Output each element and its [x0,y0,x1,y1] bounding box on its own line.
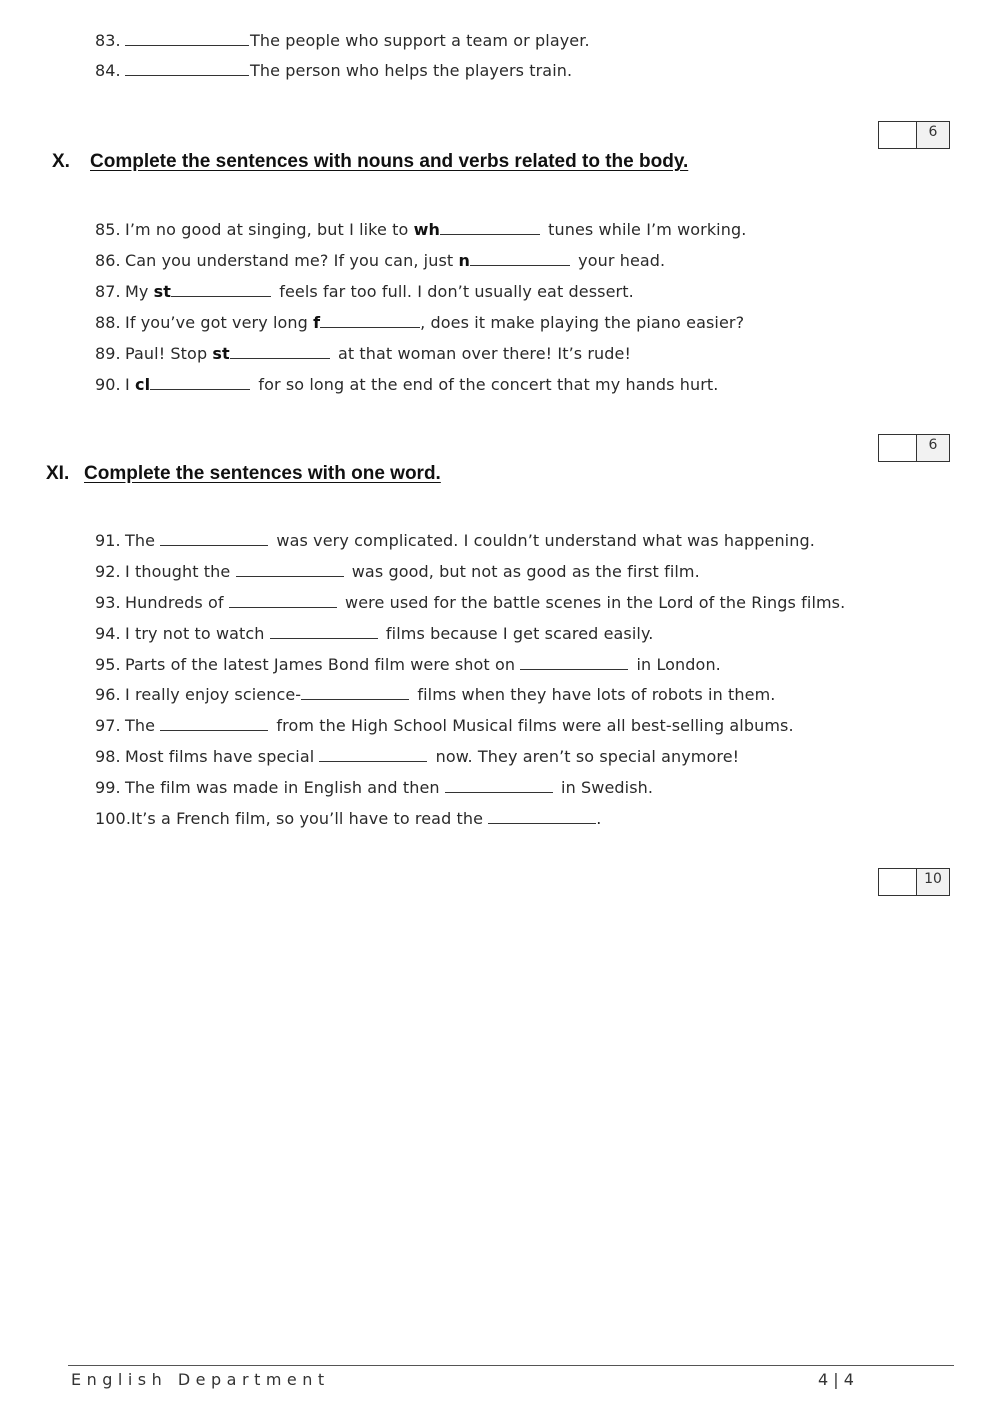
question-text-end: films because I get scared easily. [380,624,654,643]
footer-divider [68,1365,954,1366]
section-heading-xi [46,463,441,485]
question-text-end: now. They aren’t so special anymore! [430,747,740,766]
question-text-end: films when they have lots of robots in them. [412,685,776,704]
question-text-end: in Swedish. [555,778,654,797]
score-box [878,868,950,896]
max-score: 6 [917,122,949,148]
question-86 [95,251,665,271]
question-text-start: I’m no good at singing, but I like to [125,220,414,239]
answer-blank[interactable] [270,624,378,639]
score-input-cell[interactable] [879,869,917,895]
section-heading-x [52,151,688,173]
question-number: 92. [95,562,121,581]
word-hint: wh [413,220,440,239]
question-text-end: , does it make playing the piano easier? [420,313,745,332]
question-92 [95,562,700,582]
question-text-start: I try not to watch [125,624,270,643]
question-text-start: The [125,716,161,735]
question-text-start: Can you understand me? If you can, just [125,251,459,270]
question-number: 98. [95,747,121,766]
answer-blank[interactable] [229,593,337,608]
question-text-start: Hundreds of [125,593,229,612]
answer-blank[interactable] [320,313,420,328]
word-hint: st [212,344,230,363]
question-95 [95,655,721,675]
question-text-end: for so long at the end of the concert that my hands hurt. [253,375,719,394]
question-number: 96. [95,685,121,704]
question-text-end: your head. [572,251,666,270]
question-83 [95,31,590,51]
question-number: 88. [95,313,121,332]
answer-blank[interactable] [150,375,250,390]
answer-blank[interactable] [160,716,268,731]
question-text-start: My [125,282,154,301]
question-99 [95,778,653,798]
question-text-start: I thought the [125,562,236,581]
word-hint: n [458,251,470,270]
footer-department: English Department [71,1370,330,1389]
question-89 [95,344,631,364]
score-input-cell[interactable] [879,122,917,148]
question-88 [95,313,744,333]
question-87 [95,282,634,302]
question-number: 87. [95,282,121,301]
question-94 [95,624,653,644]
score-box [878,434,950,462]
question-text-end: feels far too full. I don’t usually eat dessert. [274,282,634,301]
question-97 [95,716,794,736]
question-number: 84. [95,61,121,80]
question-96 [95,685,775,705]
question-text-start: I really enjoy science- [125,685,302,704]
question-number: 86. [95,251,121,270]
question-number: 85. [95,220,121,239]
question-text-end: in London. [631,655,721,674]
answer-blank[interactable] [301,685,409,700]
answer-blank[interactable] [445,778,553,793]
answer-blank[interactable] [520,655,628,670]
question-91 [95,531,815,551]
question-text-start: It’s a French film, so you’ll have to read the [131,809,489,828]
question-84 [95,61,572,81]
question-text-end: from the High School Musical films were all best-selling albums. [271,716,794,735]
section-number: X. [52,151,70,172]
question-number: 91. [95,531,121,550]
question-93 [95,593,845,613]
max-score: 10 [917,869,949,895]
question-98 [95,747,739,767]
section-title: Complete the sentences with nouns and verbs related to the body. [90,151,689,172]
answer-blank[interactable] [160,531,268,546]
question-85 [95,220,746,240]
question-text-start: Most films have special [125,747,320,766]
question-text: The person who helps the players train. [250,61,573,80]
question-number: 94. [95,624,121,643]
question-text-end: at that woman over there! It’s rude! [332,344,632,363]
page-number: 4 | 4 [818,1370,854,1389]
answer-blank[interactable] [125,31,249,46]
question-text-start: Paul! Stop [125,344,213,363]
answer-blank[interactable] [470,251,570,266]
max-score: 6 [917,435,949,461]
question-text-start: Parts of the latest James Bond film were shot on [125,655,521,674]
question-number: 100. [95,809,132,828]
score-box [878,121,950,149]
question-text-start: If you’ve got very long [125,313,314,332]
question-100 [95,809,601,829]
question-text: The people who support a team or player. [250,31,590,50]
question-number: 97. [95,716,121,735]
question-number: 99. [95,778,121,797]
answer-blank[interactable] [319,747,427,762]
question-number: 95. [95,655,121,674]
question-text-end: was good, but not as good as the first film. [346,562,700,581]
answer-blank[interactable] [230,344,330,359]
section-title: Complete the sentences with one word. [84,463,441,484]
question-number: 93. [95,593,121,612]
word-hint: f [313,313,321,332]
answer-blank[interactable] [236,562,344,577]
word-hint: cl [135,375,151,394]
question-text-start: I [125,375,136,394]
question-90 [95,375,718,395]
score-input-cell[interactable] [879,435,917,461]
question-number: 89. [95,344,121,363]
question-text-start: The [125,531,161,550]
answer-blank[interactable] [125,61,249,76]
question-number: 83. [95,31,121,50]
question-text-end: . [596,809,602,828]
answer-blank[interactable] [488,809,596,824]
section-number: XI. [46,463,70,484]
question-text-end: tunes while I’m working. [542,220,747,239]
question-text-end: were used for the battle scenes in the Lord of the Rings films. [339,593,846,612]
word-hint: st [153,282,172,301]
answer-blank[interactable] [171,282,271,297]
question-text-start: The film was made in English and then [125,778,445,797]
question-text-end: was very complicated. I couldn’t understand what was happening. [271,531,815,550]
question-number: 90. [95,375,121,394]
answer-blank[interactable] [440,220,540,235]
